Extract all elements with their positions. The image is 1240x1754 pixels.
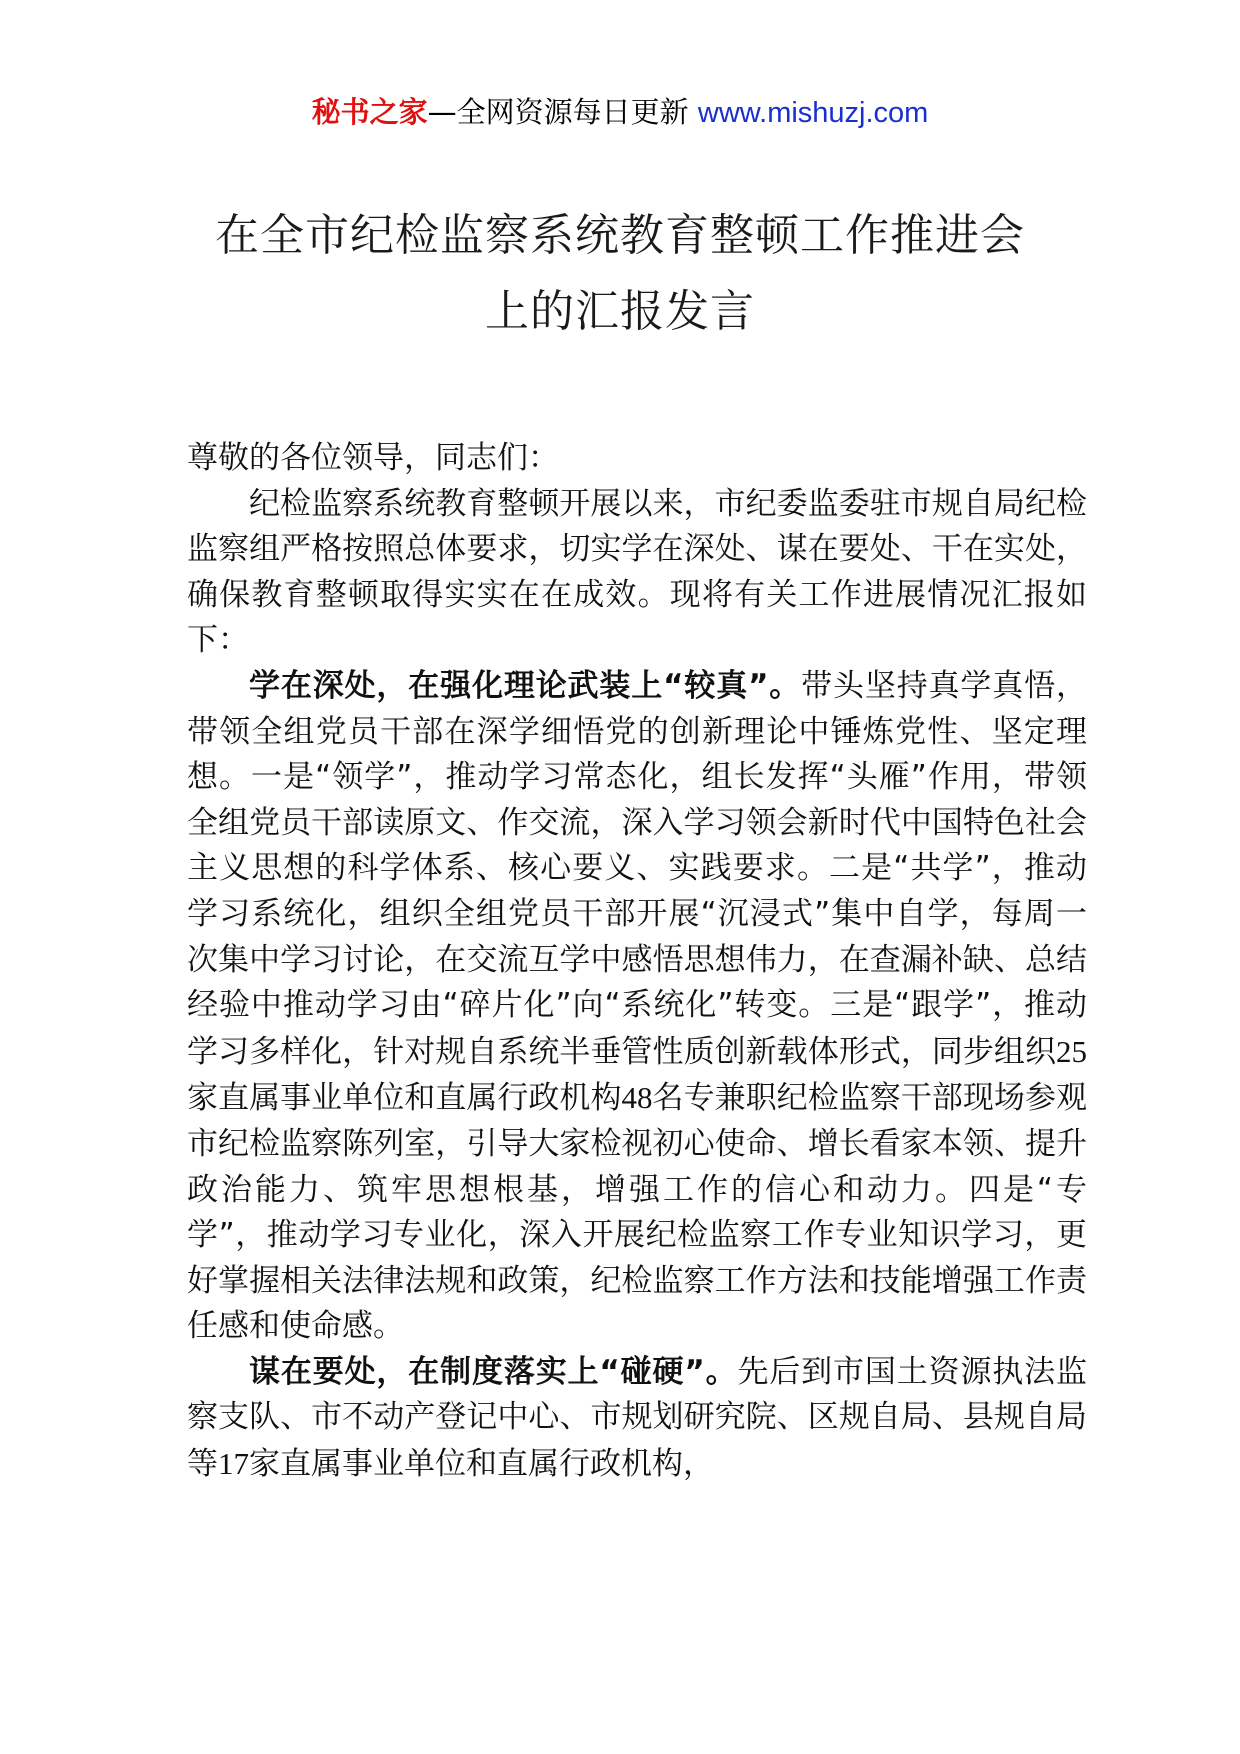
section-1-number-1: 25 xyxy=(1056,1033,1087,1069)
section-1-text-b: 家直属事业单位和直属行政机构 xyxy=(187,1080,622,1117)
section-1-paragraph xyxy=(187,664,1087,1350)
section-2-paragraph xyxy=(187,1350,1087,1488)
document-body xyxy=(187,436,1087,1488)
site-url-link[interactable]: www.mishuzj.com xyxy=(697,97,929,129)
site-slogan: —全网资源每日更新 xyxy=(427,95,689,129)
section-1-number-2: 48 xyxy=(621,1080,653,1116)
section-1-text-c: 名专兼职纪检监察干部现场参观市纪检监察陈列室，引导大家检视初心使命、增长看家本领、提升政治能力、筑牢思想根基，增强工作的信心和动力。四是“专学”，推动学习专业化，深入开展纪检监察工作专业知识学习，更好掌握相关法律法规和政策，纪检监察工作方法和技能增强工作责任感和使命感。 xyxy=(187,1080,1087,1345)
section-2-number-1: 17 xyxy=(218,1446,249,1482)
brand-name: 秘书之家 xyxy=(311,95,428,129)
section-2-lead: 谋在要处，在制度落实上“碰硬”。 xyxy=(249,1353,738,1390)
section-1-lead: 学在深处，在强化理论武装上“较真”。 xyxy=(249,667,802,704)
section-2-text-b: 家直属事业单位和直属行政机构， xyxy=(249,1446,714,1483)
document-title xyxy=(150,198,1090,350)
section-1-text-a: 带头坚持真学真悟，带领全组党员干部在深学细悟党的创新理论中锤炼党性、坚定理想。一是“领学”，推动学习常态化，组长发挥“头雁”作用，带领全组党员干部读原文、作交流，深入学习领会新时代中国特色社会主义思想的科学体系、核心要义、实践要求。二是“共学”，推动学习系统化，组织全组党员干部开展“沉浸式”集中自学，每周一次集中学习讨论，在交流互学中感悟思想伟力，在查漏补缺、总结经验中推动学习由“碎片化”向“系统化”转变。三是“跟学”，推动学习多样化，针对规自系统半垂管性质创新载体形式，同步组织 xyxy=(187,667,1088,1070)
site-header xyxy=(0,92,1240,133)
intro-paragraph: 纪检监察系统教育整顿开展以来，市纪委监委驻市规自局纪检监察组严格按照总体要求，切实学在深处、谋在要处、干在实处，确保教育整顿取得实实在在成效。现将有关工作进展情况汇报如下： xyxy=(187,485,1087,659)
section-2-text-a: 先后到市国土资源执法监察支队、市不动产登记中心、市规划研究院、区规自局、县规自局等 xyxy=(187,1353,1088,1483)
title-line-1: 在全市纪检监察系统教育整顿工作推进会 xyxy=(215,210,1025,261)
salutation: 尊敬的各位领导，同志们： xyxy=(187,440,559,476)
title-line-2: 上的汇报发言 xyxy=(485,286,755,337)
